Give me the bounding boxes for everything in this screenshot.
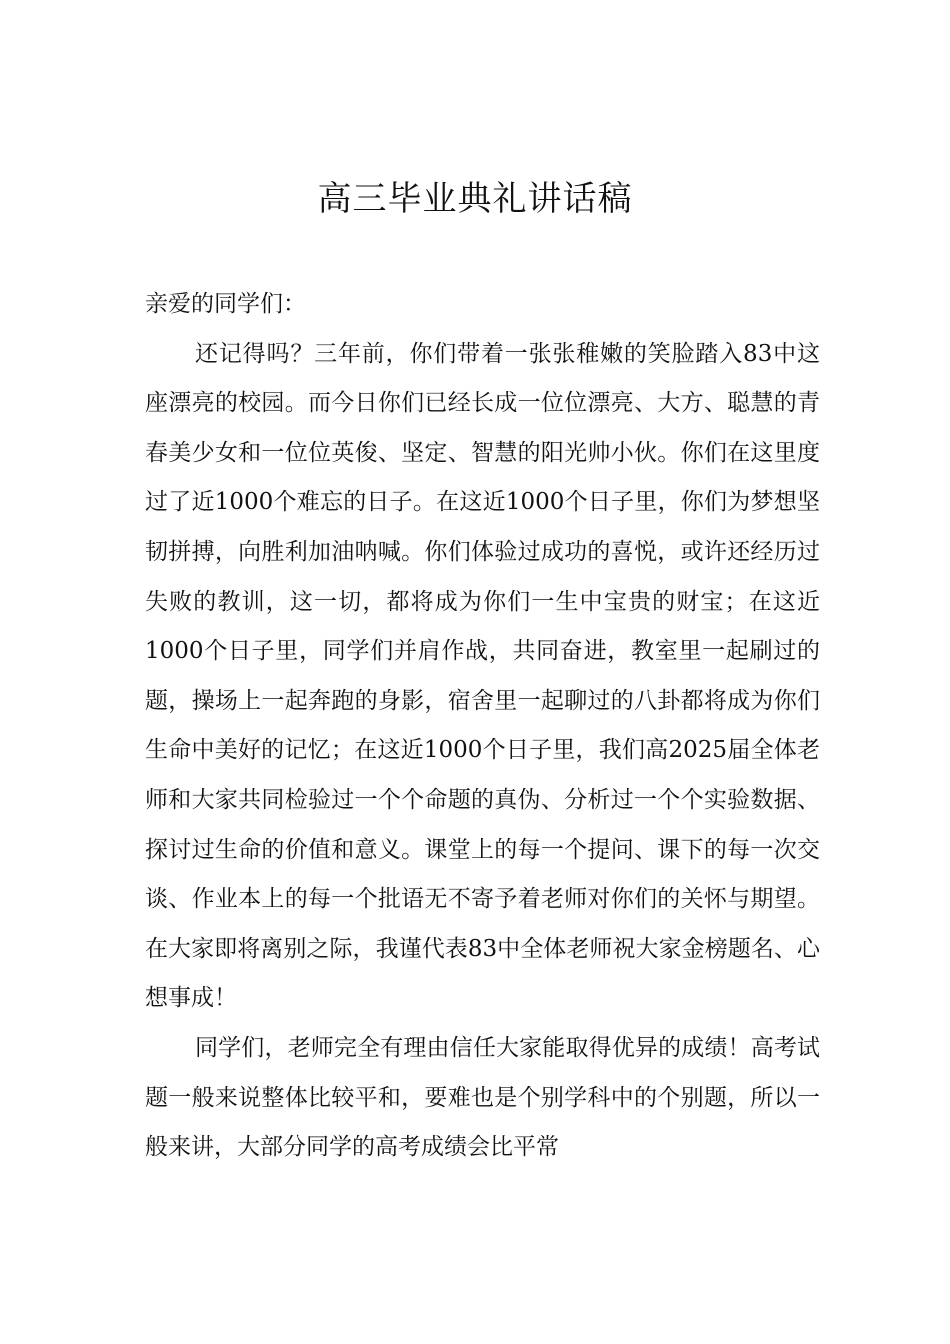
salutation: 亲爱的同学们：	[145, 291, 306, 317]
paragraph-1: 还记得吗？三年前，你们带着一张张稚嫩的笑脸踏入83中这座漂亮的校园。而今日你们已经长成一位位漂亮、大方、聪慧的青春美少女和一位位英俊、坚定、智慧的阳光帅小伙。你们在这里度过了近1000个难忘的日子。在这近1000个日子里，你们为梦想坚韧拼搏，向胜利加油呐喊。你们体验过成功的喜悦，或许还经历过失败的教训，这一切，都将成为你们一生中宝贵的财宝；在这近1000个日子里，同学们并肩作战，共同奋进，教室里一起刷过的题，操场上一起奔跑的身影，宿舍里一起聊过的八卦都将成为你们生命中美好的记忆；在这近1000个日子里，我们高2025届全体老师和大家共同检验过一个个命题的真伪、分析过一个个实验数据、探讨过生命的价值和意义。课堂上的每一个提问、课下的每一次交谈、作业本上的每一个批语无不寄予着老师对你们的关怀与期望。在大家即将离别之际，我谨代表83中全体老师祝大家金榜题名、心想事成！	[145, 340, 820, 1012]
paragraph-2: 同学们，老师完全有理由信任大家能取得优异的成绩！高考试题一般来说整体比较平和，要难也是个别学科中的个别题，所以一般来讲，大部分同学的高考成绩会比平常	[145, 1034, 820, 1161]
document-body	[145, 280, 820, 1173]
document-title: 高三毕业典礼讲话稿	[317, 179, 633, 219]
